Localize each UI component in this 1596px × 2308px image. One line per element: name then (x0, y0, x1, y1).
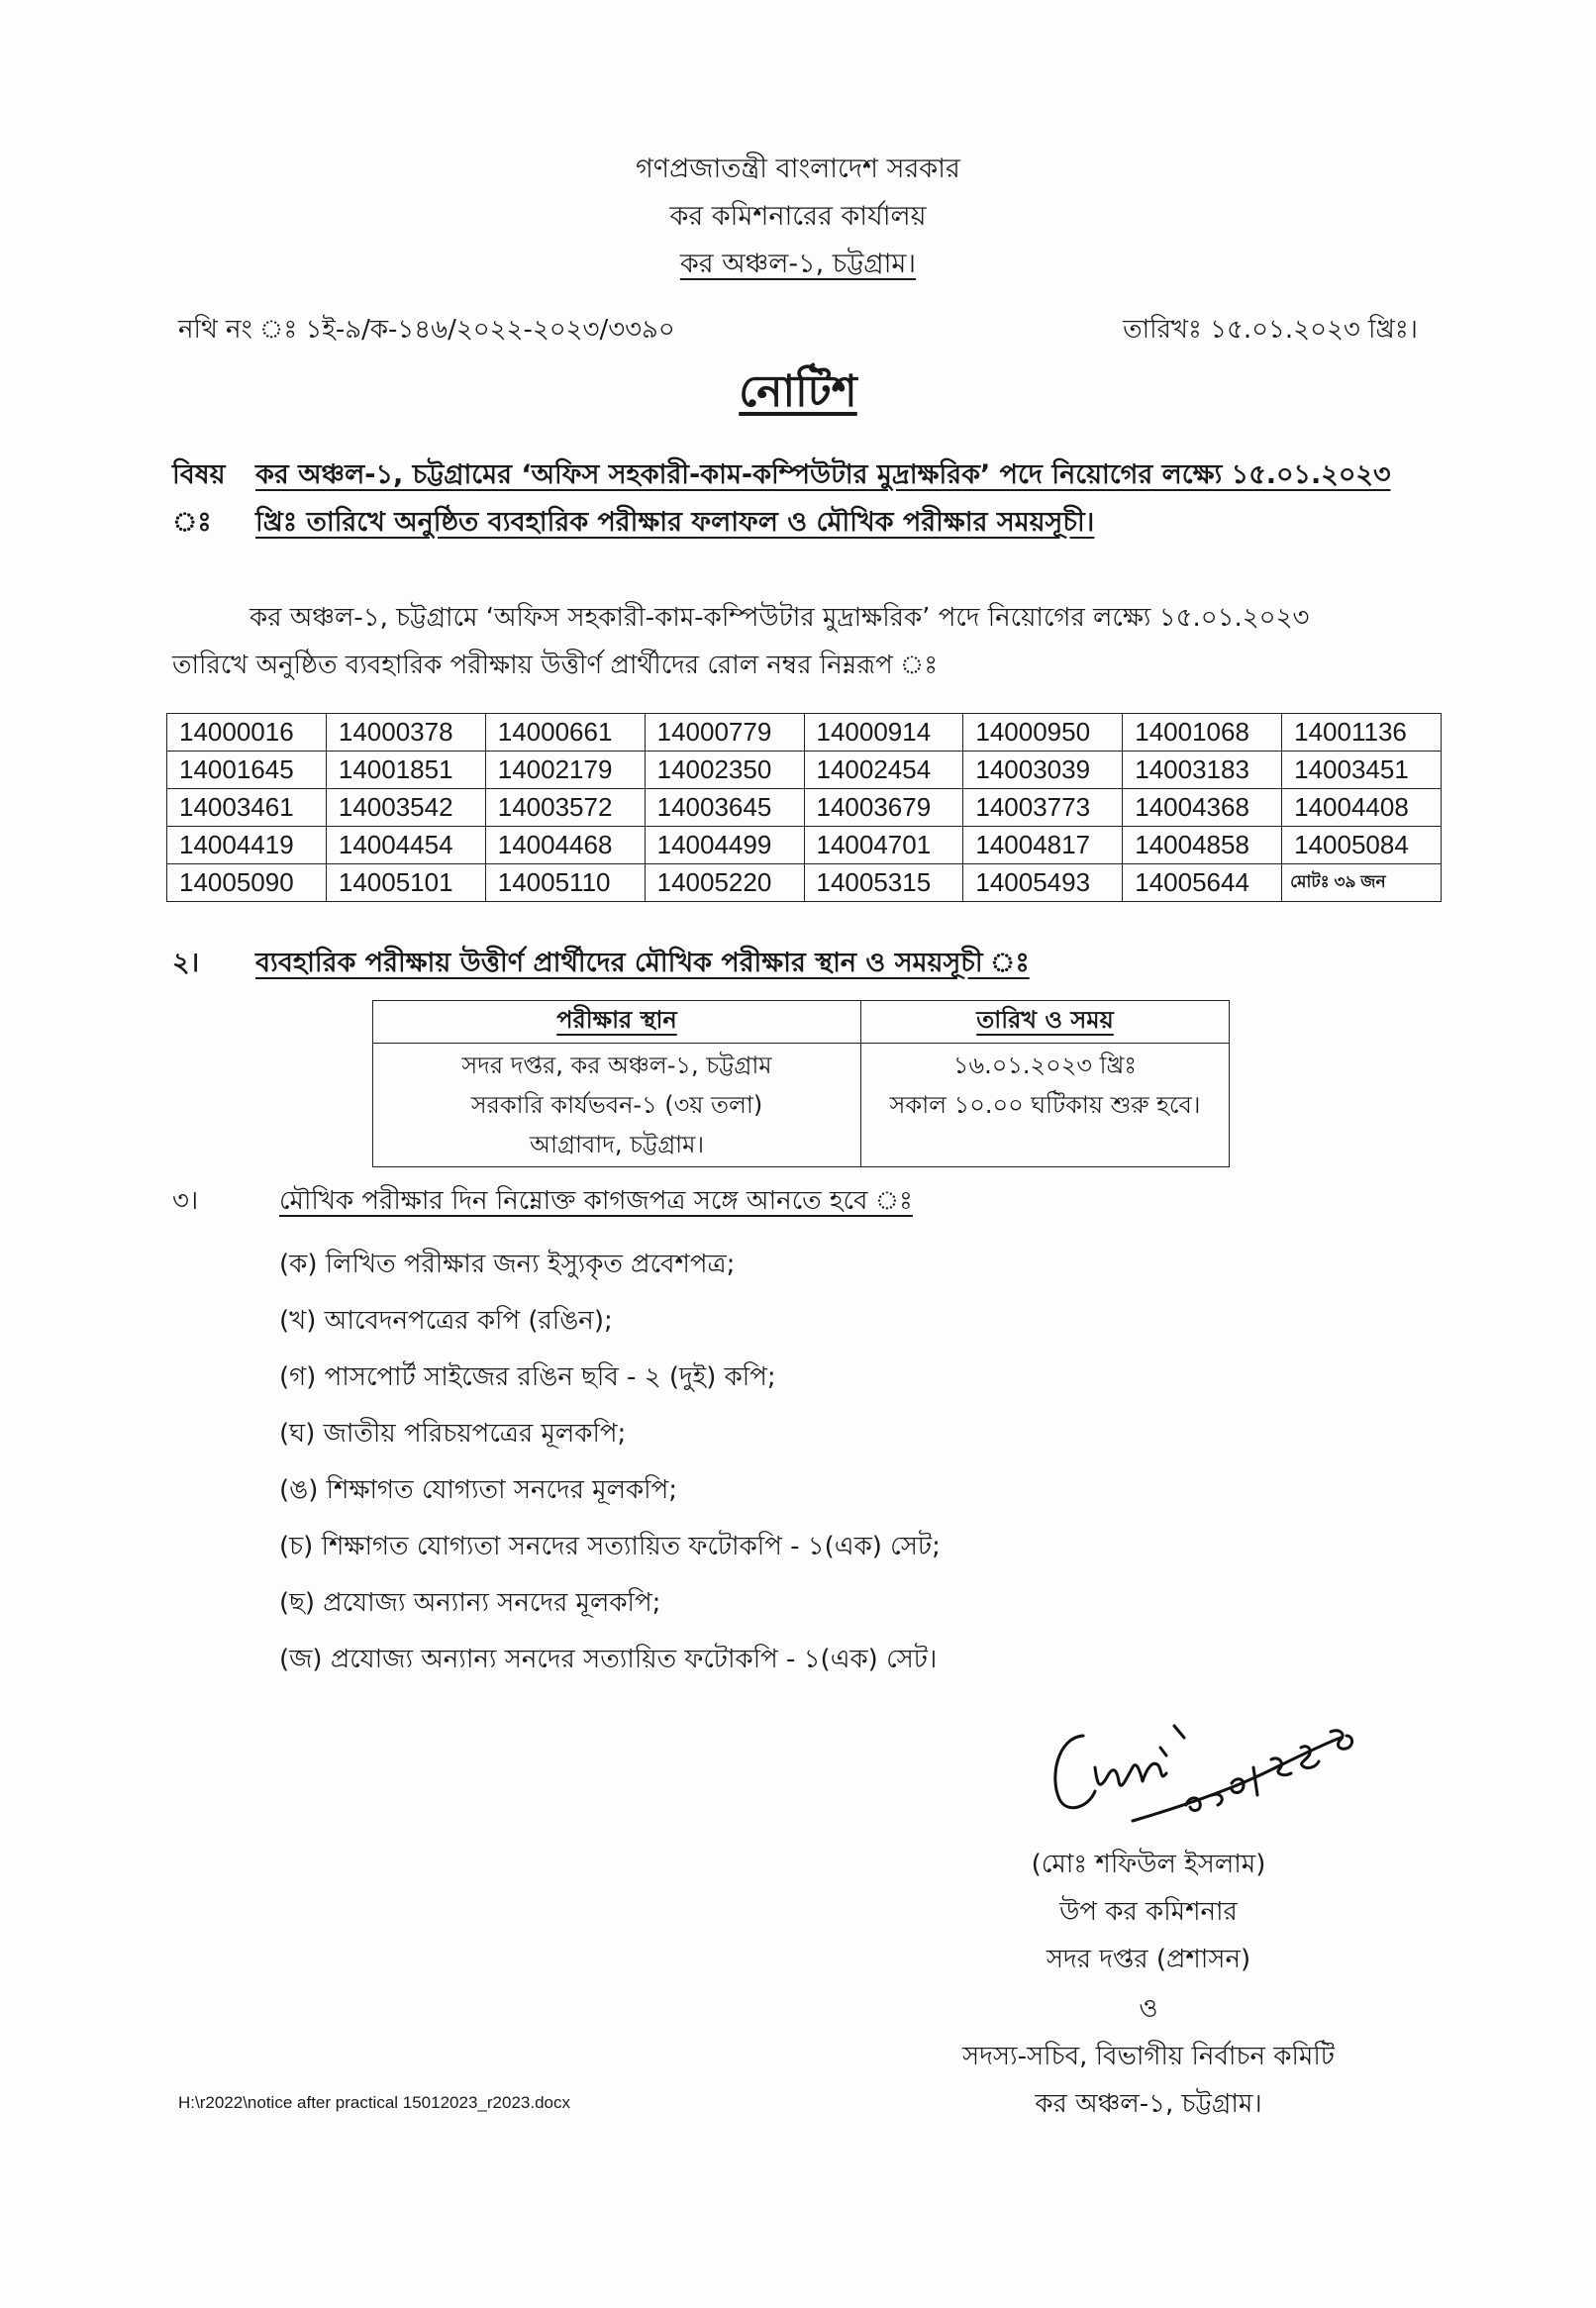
document-item: (চ) শিক্ষাগত যোগ্যতা সনদের সত্যায়িত ফটোকপি - ১(এক) সেট; (279, 1532, 941, 1561)
roll-number-cell: 14000378 (326, 714, 485, 752)
section-3-title: মৌখিক পরীক্ষার দিন নিম্নোক্ত কাগজপত্র সঙ্গে আনতে হবে ঃ (279, 1186, 913, 1216)
document-item: (গ) পাসপোর্ট সাইজের রঙিন ছবি - ২ (দুই) কপি; (279, 1362, 776, 1392)
roll-number-cell: 14004454 (326, 827, 485, 864)
roll-number-cell: 14005084 (1282, 827, 1442, 864)
roll-number-cell: 14005493 (963, 864, 1123, 902)
signer-committee: সদস্য-সচিব, বিভাগীয় নির্বাচন কমিটি (962, 2042, 1335, 2071)
zone-name: কর অঞ্চল-১, চট্টগ্রাম। (679, 249, 917, 279)
roll-number-cell: 14001645 (167, 752, 327, 789)
roll-number-cell: 14003645 (645, 789, 804, 827)
roll-number-cell: 14000914 (804, 714, 963, 752)
intro-paragraph (172, 594, 1430, 689)
document-item: (ছ) প্রযোজ্য অন্যান্য সনদের মূলকপি; (279, 1588, 661, 1618)
roll-number-table (166, 713, 1442, 902)
venue-line: সরকারি কার্যভবন-১ (৩য় তলা) (470, 1091, 763, 1119)
time-cell (861, 1044, 1230, 1167)
office-name: কর কমিশনারের কার্যালয় (669, 201, 927, 232)
venue-column-header: পরীক্ষার স্থান (556, 1006, 677, 1034)
exam-venue-table (372, 1000, 1230, 1167)
roll-number-cell: 14003773 (963, 789, 1123, 827)
venue-line: সদর দপ্তর, কর অঞ্চল-১, চট্টগ্রাম (461, 1052, 772, 1079)
roll-number-cell: 14004468 (485, 827, 645, 864)
venue-header-cell (373, 1001, 861, 1044)
roll-number-cell: 14000779 (645, 714, 804, 752)
intro-line-1: কর অঞ্চল-১, চট্টগ্রামে ‘অফিস সহকারী-কাম-কম্পিউটার মুদ্রাক্ষরিক’ পদে নিয়োগের লক্ষ্যে ১৫.০১.২০২৩ (249, 603, 1310, 633)
signer-conjunction: ও (1139, 1994, 1158, 2024)
signer-designation: উপ কর কমিশনার (1059, 1897, 1238, 1927)
roll-number-cell: 14005315 (804, 864, 963, 902)
signer-zone: কর অঞ্চল-১, চট্টগ্রাম। (1035, 2089, 1262, 2119)
document-item: (ঙ) শিক্ষাগত যোগ্যতা সনদের মূলকপি; (279, 1475, 678, 1505)
time-column-header: তারিখ ও সময় (976, 1006, 1114, 1034)
subject-block (172, 452, 1449, 547)
roll-number-cell: 14003572 (485, 789, 645, 827)
section-3-number: ৩। (172, 1186, 199, 1216)
document-item: (খ) আবেদনপত্রের কপি (রঙিন); (279, 1306, 613, 1336)
section-3-heading (172, 1180, 913, 1224)
roll-number-cell: 14002350 (645, 752, 804, 789)
notice-title-wrap (0, 358, 1596, 431)
venue-line: আগ্রাবাদ, চট্টগ্রাম। (529, 1131, 705, 1158)
roll-number-cell: 14001068 (1123, 714, 1282, 752)
time-line: সকাল ১০.০০ ঘটিকায় শুরু হবে। (889, 1091, 1201, 1119)
roll-number-cell: 14000016 (167, 714, 327, 752)
subject-label: বিষয় ঃ (172, 459, 226, 538)
roll-number-cell: 14004499 (645, 827, 804, 864)
roll-number-cell: 14003451 (1282, 752, 1442, 789)
total-count-cell: মোটঃ ৩৯ জন (1282, 864, 1442, 902)
intro-line-2: তারিখে অনুষ্ঠিত ব্যবহারিক পরীক্ষায় উত্তীর্ণ প্রার্থীদের রোল নম্বর নিম্নরূপ ঃ (172, 651, 939, 680)
subject-line-2: খ্রিঃ তারিখে অনুষ্ঠিত ব্যবহারিক পরীক্ষার ফলাফল ও মৌখিক পরীক্ষার সময়সূচী। (255, 507, 1095, 538)
document-item: (ঘ) জাতীয় পরিচয়পত্রের মূলকপি; (279, 1419, 627, 1449)
roll-number-cell: 14004408 (1282, 789, 1442, 827)
roll-number-cell: 14004419 (167, 827, 327, 864)
signer-office: সদর দপ্তর (প্রশাসন) (1046, 1945, 1251, 1974)
file-reference: নথি নং ঃ ১ই-৯/ক-১৪৬/২০২২-২০২৩/৩৩৯০ (178, 315, 675, 345)
roll-number-cell: 14001851 (326, 752, 485, 789)
roll-number-cell: 14005090 (167, 864, 327, 902)
roll-number-cell: 14003461 (167, 789, 327, 827)
roll-number-cell: 14004817 (963, 827, 1123, 864)
roll-number-cell: 14000950 (963, 714, 1123, 752)
roll-number-cell: 14005110 (485, 864, 645, 902)
table-row (167, 714, 1442, 752)
roll-number-cell: 14002454 (804, 752, 963, 789)
roll-number-cell: 14004701 (804, 827, 963, 864)
table-row (167, 789, 1442, 827)
section-2-heading (172, 943, 1030, 987)
handwritten-signature (1038, 1708, 1376, 1837)
roll-number-cell: 14003039 (963, 752, 1123, 789)
roll-number-cell: 14005101 (326, 864, 485, 902)
roll-number-cell: 14003679 (804, 789, 963, 827)
document-item: (জ) প্রযোজ্য অন্যান্য সনদের সত্যায়িত ফটোকপি - ১(এক) সেট। (279, 1645, 938, 1674)
govt-name: গণপ্রজাতন্ত্রী বাংলাদেশ সরকার (636, 153, 960, 184)
subject-line-1: কর অঞ্চল-১, চট্টগ্রামের ‘অফিস সহকারী-কাম-কম্পিউটার মুদ্রাক্ষরিক’ পদে নিয়োগের লক্ষ্যে ১৫.০১.২০২৩ (255, 459, 1391, 490)
footer-file-path: H:\r2022\notice after practical 15012023_r2023.docx (178, 2093, 570, 2112)
roll-number-cell: 14003183 (1123, 752, 1282, 789)
table-row (167, 864, 1442, 902)
document-item: (ক) লিখিত পরীক্ষার জন্য ইস্যুকৃত প্রবেশপত্র; (279, 1250, 736, 1279)
zone-name-wrap (0, 244, 1596, 288)
roll-number-cell: 14005644 (1123, 864, 1282, 902)
required-documents-list (279, 1240, 941, 1691)
notice-date: তারিখঃ ১৫.০১.২০২৩ খ্রিঃ। (1123, 315, 1418, 345)
roll-number-cell: 14002179 (485, 752, 645, 789)
roll-number-cell: 14001136 (1282, 714, 1442, 752)
signer-name: (মোঃ শফিউল ইসলাম) (1031, 1850, 1266, 1879)
roll-number-cell: 14004368 (1123, 789, 1282, 827)
table-row (167, 752, 1442, 789)
table-row (167, 827, 1442, 864)
section-2-number: ২। (172, 948, 200, 978)
notice-title: নোটিশ (739, 366, 857, 417)
venue-cell (373, 1044, 861, 1167)
time-line: ১৬.০১.২০২৩ খ্রিঃ (952, 1052, 1138, 1079)
time-header-cell (861, 1001, 1230, 1044)
roll-number-cell: 14003542 (326, 789, 485, 827)
roll-number-cell: 14000661 (485, 714, 645, 752)
roll-number-cell: 14004858 (1123, 827, 1282, 864)
roll-number-cell: 14005220 (645, 864, 804, 902)
section-2-title: ব্যবহারিক পরীক্ষায় উত্তীর্ণ প্রার্থীদের মৌখিক পরীক্ষার স্থান ও সময়সূচী ঃ (255, 948, 1030, 978)
